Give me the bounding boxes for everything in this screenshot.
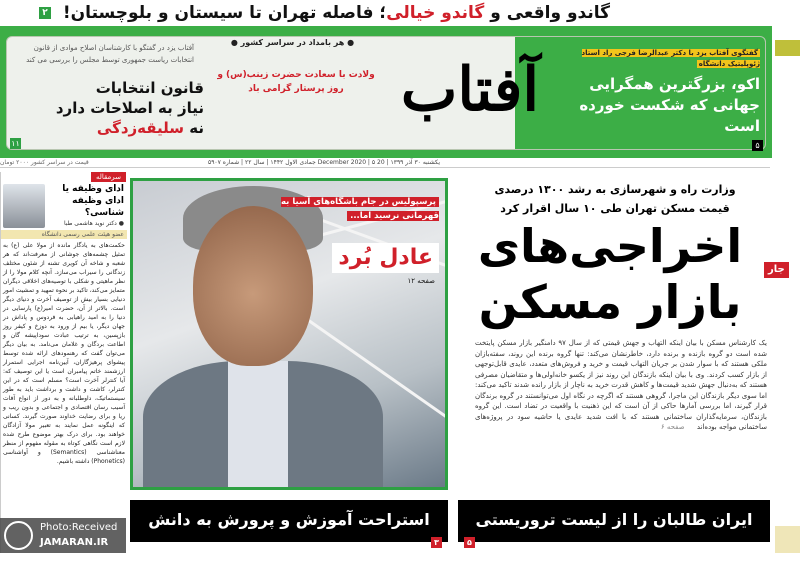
occasion-greeting: ولادت با سعادت حضرت زینب(س) و روز پرستار گرامی باد [217, 70, 375, 94]
banner-headline-taliban[interactable]: ایران طالبان را از لیست تروریستی خارج نکرده ۵ [458, 500, 770, 542]
watermark-site: JAMARAN.IR [40, 537, 109, 548]
photo-watermark [0, 518, 126, 553]
right-teaser-page: ۵ [752, 140, 763, 151]
corner-marker [775, 526, 800, 553]
editorial-label: سرمقاله [91, 172, 126, 182]
dateline: یکشنبه ۳۰ آذر ۱۳۹۹ | 20 December 2020 | ۵ جمادی الاول ۱۴۴۲ | سال ۲۲ | شماره ۵۹۰۷ [0, 158, 770, 168]
photo-story[interactable] [130, 178, 448, 490]
left-teaser-page: ۱۱ [11, 139, 20, 148]
olive-marker [775, 40, 800, 56]
author-avatar [3, 184, 45, 228]
top-headline[interactable]: گاندو واقعی و گاندو خیالی؛ فاصله تهران تا سیستان و بلوچستان! ۲ [150, 0, 610, 26]
editorial-column [0, 172, 126, 553]
page-badge: ۲ [39, 7, 51, 19]
masthead-slogan: ● هر بامداد در سراسر کشور ● [230, 38, 355, 47]
left-teaser-headline[interactable]: قانون انتخابات نیاز به اصلاحات دارد نه سلیقه‌زدگی [55, 79, 204, 137]
banner-page: ۳ [431, 537, 442, 548]
photo-kicker: پرسپولیس در جام باشگاه‌های آسیا به قهرمانی نرسید اما... [281, 197, 439, 221]
editorial-author: ● دکتر نوید هاشمی طبا [63, 220, 124, 227]
photo-title: عادل بُرد [332, 243, 439, 273]
right-teaser-kicker: گفتگوی آفتاب یزد با دکتر عبدالرضا فرجی راد استاد ژئوپلیتیک دانشگاه [581, 49, 760, 68]
lead-body: یک کارشناس مسکن با بیان اینکه التهاب و جهش قیمتی که از سال ۹۷ دامنگیر بازار مسکن پایتخت شده است دو گروه بازنده و برنده دارد، خاطرنشان می‌کند: تنها گروه برنده این روند، سفته‌بازان ملکی هستند که با سوار شدن بر جریان التهاب قیمت و خرید و فروش‌های متعدد، عایدی قابل‌توجهی از بازار کسب کردند. وی با بیان اینکه بازندگان این روند نیز از یکسو خانه‌اولی‌ها و متقاضیان مصرفی هستند که به‌دنبال جهش شدید قیمت‌ها و کاهش قدرت خرید به ناچار از بازار رانده شدند تاکید می‌کند: اما سوی دیگر بازندگان این ماجرا، گروهی هستند که اگرچه در نگاه اول می‌توانستند در گروه برندگان قرار گیرند، اما بررسی آمارها حاکی از آن است که این ذهنیت با واقعیت در تضاد است. این گروه بازندگان، سرمایه‌گذاران ساختمانی هستند که با افت شدید عایدی یا حاشیه سود در پروژه‌های ساختمانی مواجه بوده‌اند صفحه ۶ [475, 339, 767, 431]
banner-headline-education[interactable]: استراحت آموزش و پرورش به دانش آموزان ۳ [130, 500, 448, 542]
price: قیمت در سراسر کشور ۲۰۰۰ تومان [0, 159, 89, 166]
newspaper-logo: آفتاب [400, 55, 540, 125]
lead-headline[interactable]: اخراجی‌های بازار مسکن [477, 219, 743, 329]
person-face [193, 206, 313, 366]
jamaran-logo [4, 521, 33, 550]
lead-page-ref: صفحه ۶ [660, 423, 685, 431]
editorial-body: حکمت‌های به یادگار مانده از مولا علی (ع) به تمثیل چشمه‌های جوشانی از معرفت‌اند که هر شعبه و شاخه آن کویری تشنه از شئون مختلف زندگانی را سیراب می‌سازد. آنچه کلام مولا را از نظر ماهیتی و شکلی با توصیه‌های اخلاقی دیگران متمایز می‌کند، تاکید بر نحوه تمهید و تمشیت امور دنیایی بسیار بیش از توصیف آخرت و دنیای دیگر است. بالاتر از آن، حضرت امیر(ع) پارسایی در دنیا را به امید راهیابی به فردوس و پاداش در جهان دیگر، یا بیم از ورود به دوزخ و کیفر روز بازپسین، به ترتیب عبادت سوداپیشه گان و اطاعت بردگان و غلامان می‌نامد. به بیان دیگر می‌توان گفت که رهنمودهای ارائه شده توسط پیشوای پرهیزگاران، آیین‌نامه اجرایی استمرار ارزشمند خاتم پیامبران است یا این توصیف که: آیا کنترلر آخرت است؟ مسلم است که در این کنترلر، کاشت و داشت و برداشت باید به طور سیستماتیک، داوطلبانه و به دور از انواع آفات آسیب رسان اقتصادی و اجتماعی و بدون ریب و ریا و برای رضایت خداوند صورت گیرند. کسانی که اینگونه عمل نمایند به تعبیر مولا آزادگان خواهند بود. برای درک بهتر موضوع طرح شده لازم است نگاهی کوتاه به مقوله مفهوم از منظر معناشناسی (Semantics) و آواشناسی (Phonetics) داشته باشیم. [3, 242, 125, 465]
editorial-title[interactable]: ادای وظیفه یا ادای وظیفه شناسی؟ [62, 184, 124, 218]
left-teaser-intro: آفتاب یزد در گفتگو با کارشناسان اصلاح موادی از قانون انتخابات ریاست جمهوری توسط مجلس را بررسی می کند [26, 44, 194, 64]
author-role: عضو هیئت علمی رسمی دانشگاه [1, 230, 127, 239]
section-tag: جار [764, 262, 789, 278]
lead-subheadline: وزارت راه و شهرسازی به رشد ۱۳۰۰ درصدی قیمت مسکن تهران طی ۱۰ سال اقرار کرد [494, 183, 736, 215]
right-teaser-headline[interactable]: اکو، بزرگترین همگرایی جهانی که شکست خورده است [579, 75, 760, 135]
person-shirt [228, 361, 288, 490]
watermark-credit: Photo:Received [40, 522, 118, 533]
photo-page-ref: صفحه ۱۲ [407, 277, 435, 285]
banner-page: ۵ [464, 537, 475, 548]
